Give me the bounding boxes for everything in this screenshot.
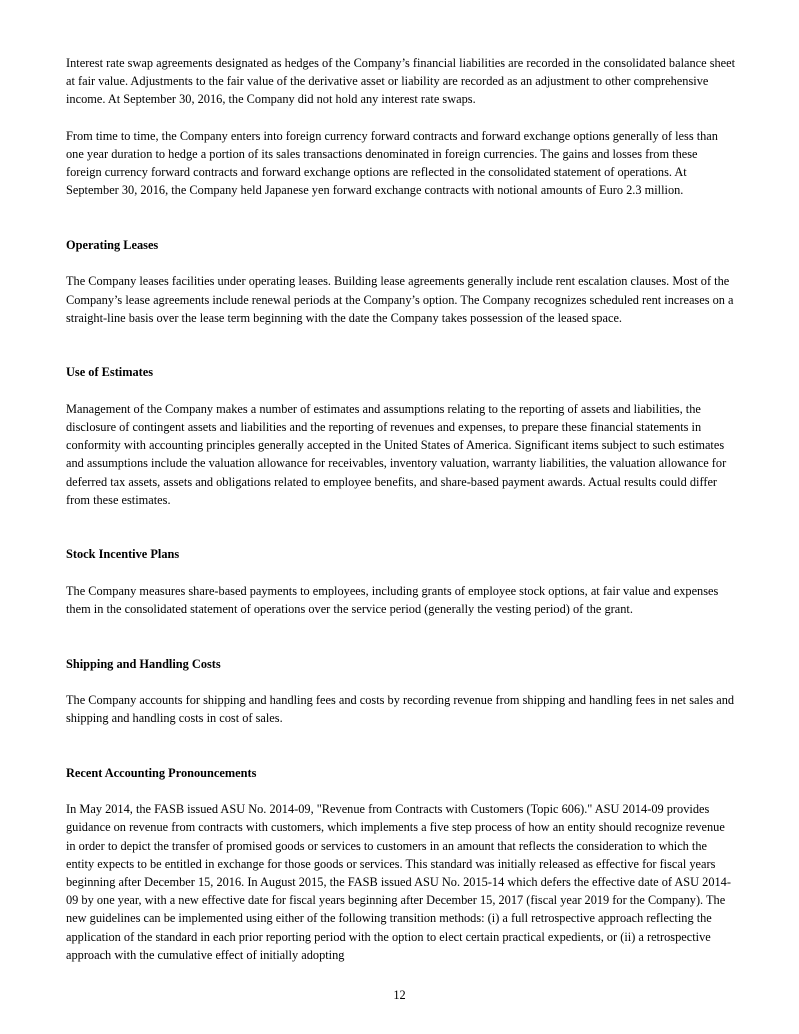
spacer xyxy=(66,327,736,363)
heading-shipping-handling-costs: Shipping and Handling Costs xyxy=(66,656,221,671)
page-number: 12 xyxy=(393,988,406,1002)
spacer xyxy=(66,382,736,400)
spacer xyxy=(66,618,736,654)
spacer xyxy=(66,109,736,127)
spacer xyxy=(66,673,736,691)
spacer xyxy=(66,254,736,272)
paragraph-stock-incentive-plans: The Company measures share-based payments to employees, including grants of employee stock options, at fair value and expenses them in the consolidated statement of operations over the service period (generally the vesting period) of the grant. xyxy=(66,583,719,616)
heading-stock-incentive-plans: Stock Incentive Plans xyxy=(66,547,180,562)
heading-operating-leases: Operating Leases xyxy=(66,238,159,252)
paragraph-recent-accounting-pronouncements: In May 2014, the FASB issued ASU No. 2014-09, "Revenue from Contracts with Customers (Topic 606)." ASU 2014-09 provides guidance on revenue from contracts with customers, which implements a five step process of how an entity should recognize revenue in order to depict the transfer of promised goods or services to customers in an amount that reflects the consideration to which the entity expects to be entitled in exchange for those goods or services. This standard was initially released as effective for fiscal years beginning after December 15, 2016. In August 2015, the FASB issued ASU No. 2015-14 which defers the effective date of ASU 2014-09 by one year, with a new effective date for fiscal years beginning after December 15, 2017 (fiscal year 2019 for the Company). The new guidelines can be implemented using either of the following transition methods: (i) a full retrospective approach reflecting the application of the standard in each prior reporting period with the option to elect certain practical expedients, or (ii) a retrospective approach with the cumulative effect of initially adopting xyxy=(66,802,731,962)
heading-use-of-estimates: Use of Estimates xyxy=(66,365,154,380)
spacer xyxy=(66,564,736,582)
spacer xyxy=(66,509,736,545)
paragraph-interest-rate-swaps: Interest rate swap agreements designated as hedges of the Company’s financial liabilities are recorded in the consolidated balance sheet at fair value. Adjustments to the fair value of the derivative asset or liability are recorded as an adjustment to other comprehensive income. At September 30, 2016, the Company did not hold any interest rate swaps. xyxy=(66,56,736,107)
paragraph-operating-leases: The Company leases facilities under operating leases. Building lease agreements generally include rent escalation clauses. Most of the Company’s lease agreements include renewal periods at the Company’s option. The Company recognizes scheduled rent increases on a straight-line basis over the lease term beginning with the date the Company takes possession of the leased space. xyxy=(66,274,734,325)
spacer xyxy=(66,200,736,236)
spacer xyxy=(66,782,736,800)
document-page xyxy=(66,54,736,964)
heading-recent-accounting-pronouncements: Recent Accounting Pronouncements xyxy=(66,765,257,780)
paragraph-foreign-currency-contracts: From time to time, the Company enters into foreign currency forward contracts and forward exchange options generally of less than one year duration to hedge a portion of its sales transactions denominated in foreign currencies. The gains and losses from these foreign currency forward contracts and forward exchange options are reflected in the consolidated statement of operations. At September 30, 2016, the Company held Japanese yen forward exchange contracts with notional amounts of Euro 2.3 million. xyxy=(66,128,718,198)
paragraph-use-of-estimates: Management of the Company makes a number of estimates and assumptions relating to the reporting of assets and liabilities, the disclosure of contingent assets and liabilities and the reporting of revenues and expenses, to prepare these financial statements in conformity with accounting principles generally accepted in the United States of America. Significant items subject to such estimates and assumptions include the valuation allowance for receivables, inventory valuation, warranty liabilities, the valuation allowance for deferred tax assets, assets and obligations related to employee benefits, and share-based payment awards. Actual results could differ from these estimates. xyxy=(66,401,727,507)
paragraph-shipping-handling-costs: The Company accounts for shipping and handling fees and costs by recording revenue from shipping and handling fees in net sales and shipping and handling costs in cost of sales. xyxy=(66,692,735,726)
spacer xyxy=(66,727,736,763)
